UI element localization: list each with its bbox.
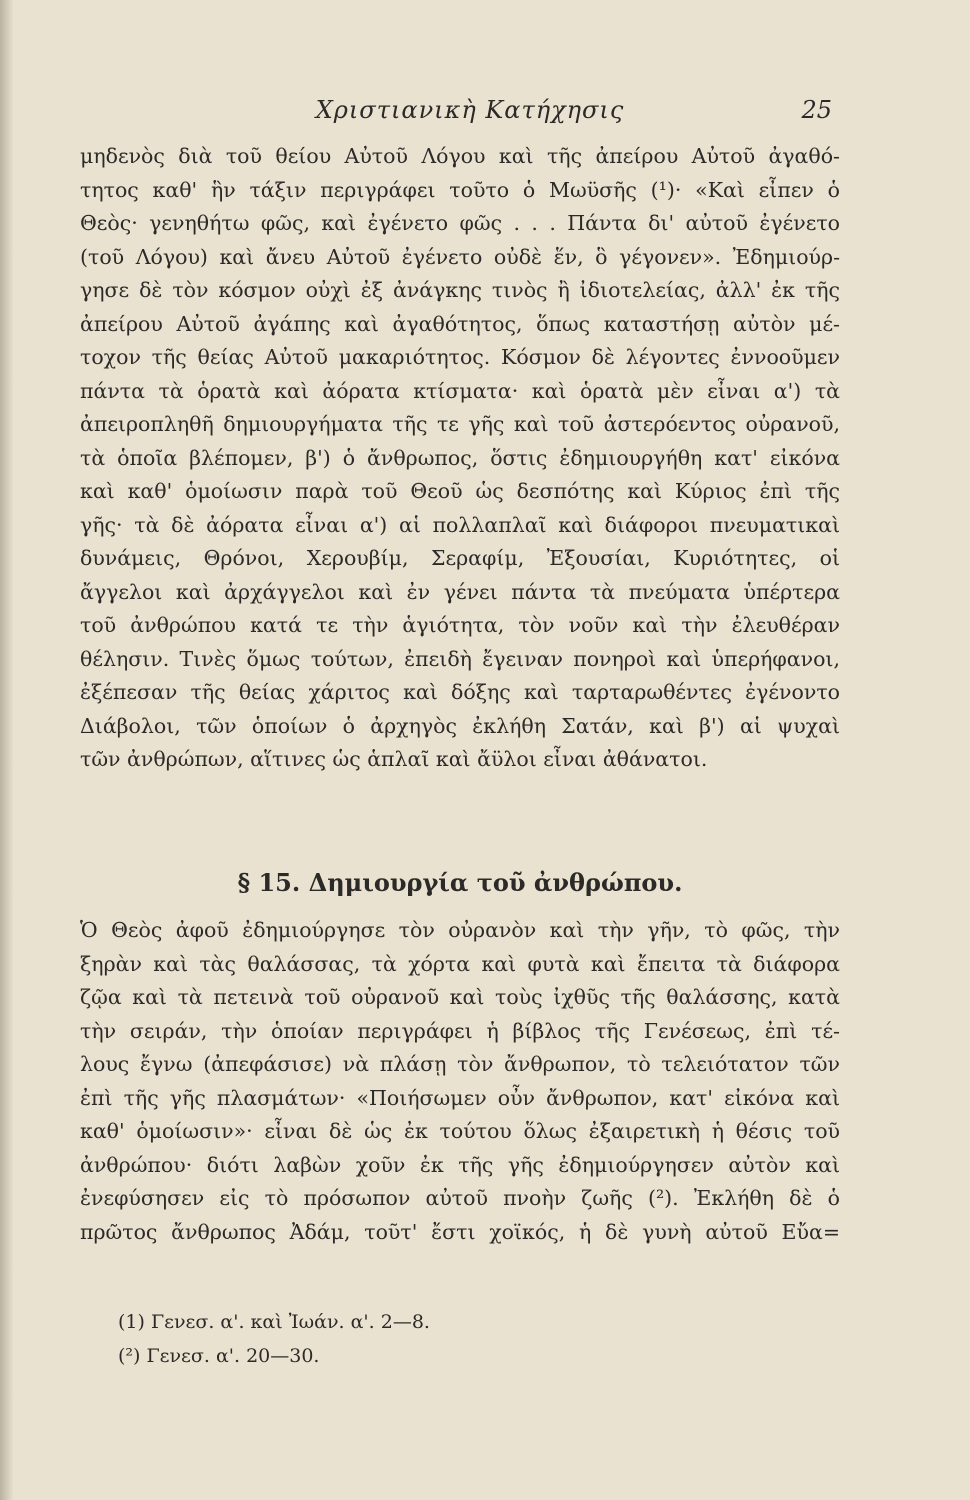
running-title: Χριστιανικὴ Κατήχησις xyxy=(315,96,625,124)
text-line: ἀνθρώπου· διότι λαβὼν χοῦν ἐκ τῆς γῆς ἐδημιούργησεν αὐτὸν καὶ xyxy=(80,1152,840,1177)
text-line: τοχον τῆς θείας Αὐτοῦ μακαριότητος. Κόσμον δὲ λέγοντες ἐννοοῦμεν xyxy=(80,345,840,369)
text-line: καθ' ὁμοίωσιν»· εἶναι δὲ ὡς ἐκ τούτου ὅλως ἐξαιρετικὴ ἡ θέσις τοῦ xyxy=(80,1119,840,1143)
footnotes xyxy=(118,1306,838,1373)
text-line: θέλησιν. Τινὲς ὅμως τούτων, ἐπειδὴ ἔγειναν πονηροὶ καὶ ὑπερήφανοι, xyxy=(80,646,840,671)
text-line: ἐξέπεσαν τῆς θείας χάριτος καὶ δόξης καὶ ταρταρωθέντες ἐγένοντο xyxy=(80,680,840,704)
text-line: τὰ ὁποῖα βλέπομεν, β') ὁ ἄνθρωπος, ὅστις ἐδημιουργήθη κατ' εἰκόνα xyxy=(80,445,840,470)
text-line: ἐνεφύσησεν εἰς τὸ πρόσωπον αὐτοῦ πνοὴν ζωῆς (²). Ἐκλήθη δὲ ὁ xyxy=(80,1186,840,1210)
page-binding-shadow xyxy=(0,0,14,1500)
text-line: γῆς· τὰ δὲ ἀόρατα εἶναι α') αἱ πολλαπλαῖ καὶ διάφοροι πνευματικαὶ xyxy=(80,512,840,537)
paragraph-1 xyxy=(80,140,840,777)
text-line: γησε δὲ τὸν κόσμον οὐχὶ ἐξ ἀνάγκης τινὸς ἢ ἰδιοτελείας, ἀλλ' ἐκ τῆς xyxy=(80,278,840,302)
text-line: (τοῦ Λόγου) καὶ ἄνευ Αὐτοῦ ἐγένετο οὐδὲ ἕν, ὃ γέγονεν». Ἐδημιούρ- xyxy=(80,244,840,269)
text-line: ἀπειροπληθῆ δημιουργήματα τῆς τε γῆς καὶ τοῦ ἀστερόεντος οὐρανοῦ, xyxy=(80,412,840,436)
page-header xyxy=(100,96,840,132)
text-line: τοῦ ἀνθρώπου κατά τε τὴν ἁγιότητα, τὸν νοῦν καὶ τὴν ἐλευθέραν xyxy=(80,613,840,637)
text-line: ἄγγελοι καὶ ἀρχάγγελοι καὶ ἐν γένει πάντα τὰ πνεύματα ὑπέρτερα xyxy=(80,579,840,604)
text-line: Θεὸς· γενηθήτω φῶς, καὶ ἐγένετο φῶς . . . Πάντα δι' αὐτοῦ ἐγένετο xyxy=(80,211,840,235)
text-line: Διάβολοι, τῶν ὁποίων ὁ ἀρχηγὸς ἐκλήθη Σατάν, καὶ β') αἱ ψυχαὶ xyxy=(80,713,840,738)
text-line: τητος καθ' ἣν τάξιν περιγράφει τοῦτο ὁ Μωϋσῆς (¹)· «Καὶ εἶπεν ὁ xyxy=(80,177,840,202)
text-line: πάντα τὰ ὁρατὰ καὶ ἀόρατα κτίσματα· καὶ ὁρατὰ μὲν εἶναι α') τὰ xyxy=(80,378,840,403)
page-number: 25 xyxy=(801,96,832,124)
section-heading: § 15. Δημιουργία τοῦ ἀνθρώπου. xyxy=(237,868,683,897)
text-line: ἐπὶ τῆς γῆς πλασμάτων· «Ποιήσωμεν οὖν ἄνθρωπον, κατ' εἰκόνα καὶ xyxy=(80,1085,840,1110)
text-line: ξηρὰν καὶ τὰς θαλάσσας, τὰ χόρτα καὶ φυτὰ καὶ ἔπειτα τὰ διάφορα xyxy=(80,951,840,976)
text-line: τῶν ἀνθρώπων, αἵτινες ὡς ἁπλαῖ καὶ ἄϋλοι εἶναι ἀθάνατοι. xyxy=(80,747,708,771)
text-line: ζῷα καὶ τὰ πετεινὰ τοῦ οὐρανοῦ καὶ τοὺς ἰχθῦς τῆς θαλάσσης, κατὰ xyxy=(80,985,840,1009)
text-line: Ὁ Θεὸς ἀφοῦ ἐδημιούργησε τὸν οὐρανὸν καὶ τὴν γῆν, τὸ φῶς, τὴν xyxy=(80,918,840,942)
text-line: ἀπείρου Αὐτοῦ ἀγάπης καὶ ἀγαθότητος, ὅπως καταστήσῃ αὐτὸν μέ- xyxy=(80,311,840,336)
text-line: καὶ καθ' ὁμοίωσιν παρὰ τοῦ Θεοῦ ὡς δεσπότης καὶ Κύριος ἐπὶ τῆς xyxy=(80,479,840,503)
text-line: πρῶτος ἄνθρωπος Ἀδάμ, τοῦτ' ἔστι χοϊκός, ἡ δὲ γυνὴ αὐτοῦ Εὔα= xyxy=(80,1219,840,1244)
paragraph-2 xyxy=(80,914,840,1249)
footnote: (1) Γενεσ. α'. καὶ Ἰωάν. α'. 2—8. xyxy=(118,1311,430,1333)
footnote: (²) Γενεσ. α'. 20—30. xyxy=(118,1344,320,1367)
text-line: τὴν σειράν, τὴν ὁποίαν περιγράφει ἡ βίβλος τῆς Γενέσεως, ἐπὶ τέ- xyxy=(80,1018,840,1043)
text-line: λους ἔγνω (ἀπεφάσισε) νὰ πλάσῃ τὸν ἄνθρωπον, τὸ τελειότατον τῶν xyxy=(80,1052,840,1076)
text-line: μηδενὸς διὰ τοῦ θείου Αὐτοῦ Λόγου καὶ τῆς ἀπείρου Αὐτοῦ ἀγαθό- xyxy=(80,144,840,168)
text-line: δυνάμεις, Θρόνοι, Χερουβίμ, Σεραφίμ, Ἐξουσίαι, Κυριότητες, οἱ xyxy=(80,546,840,570)
